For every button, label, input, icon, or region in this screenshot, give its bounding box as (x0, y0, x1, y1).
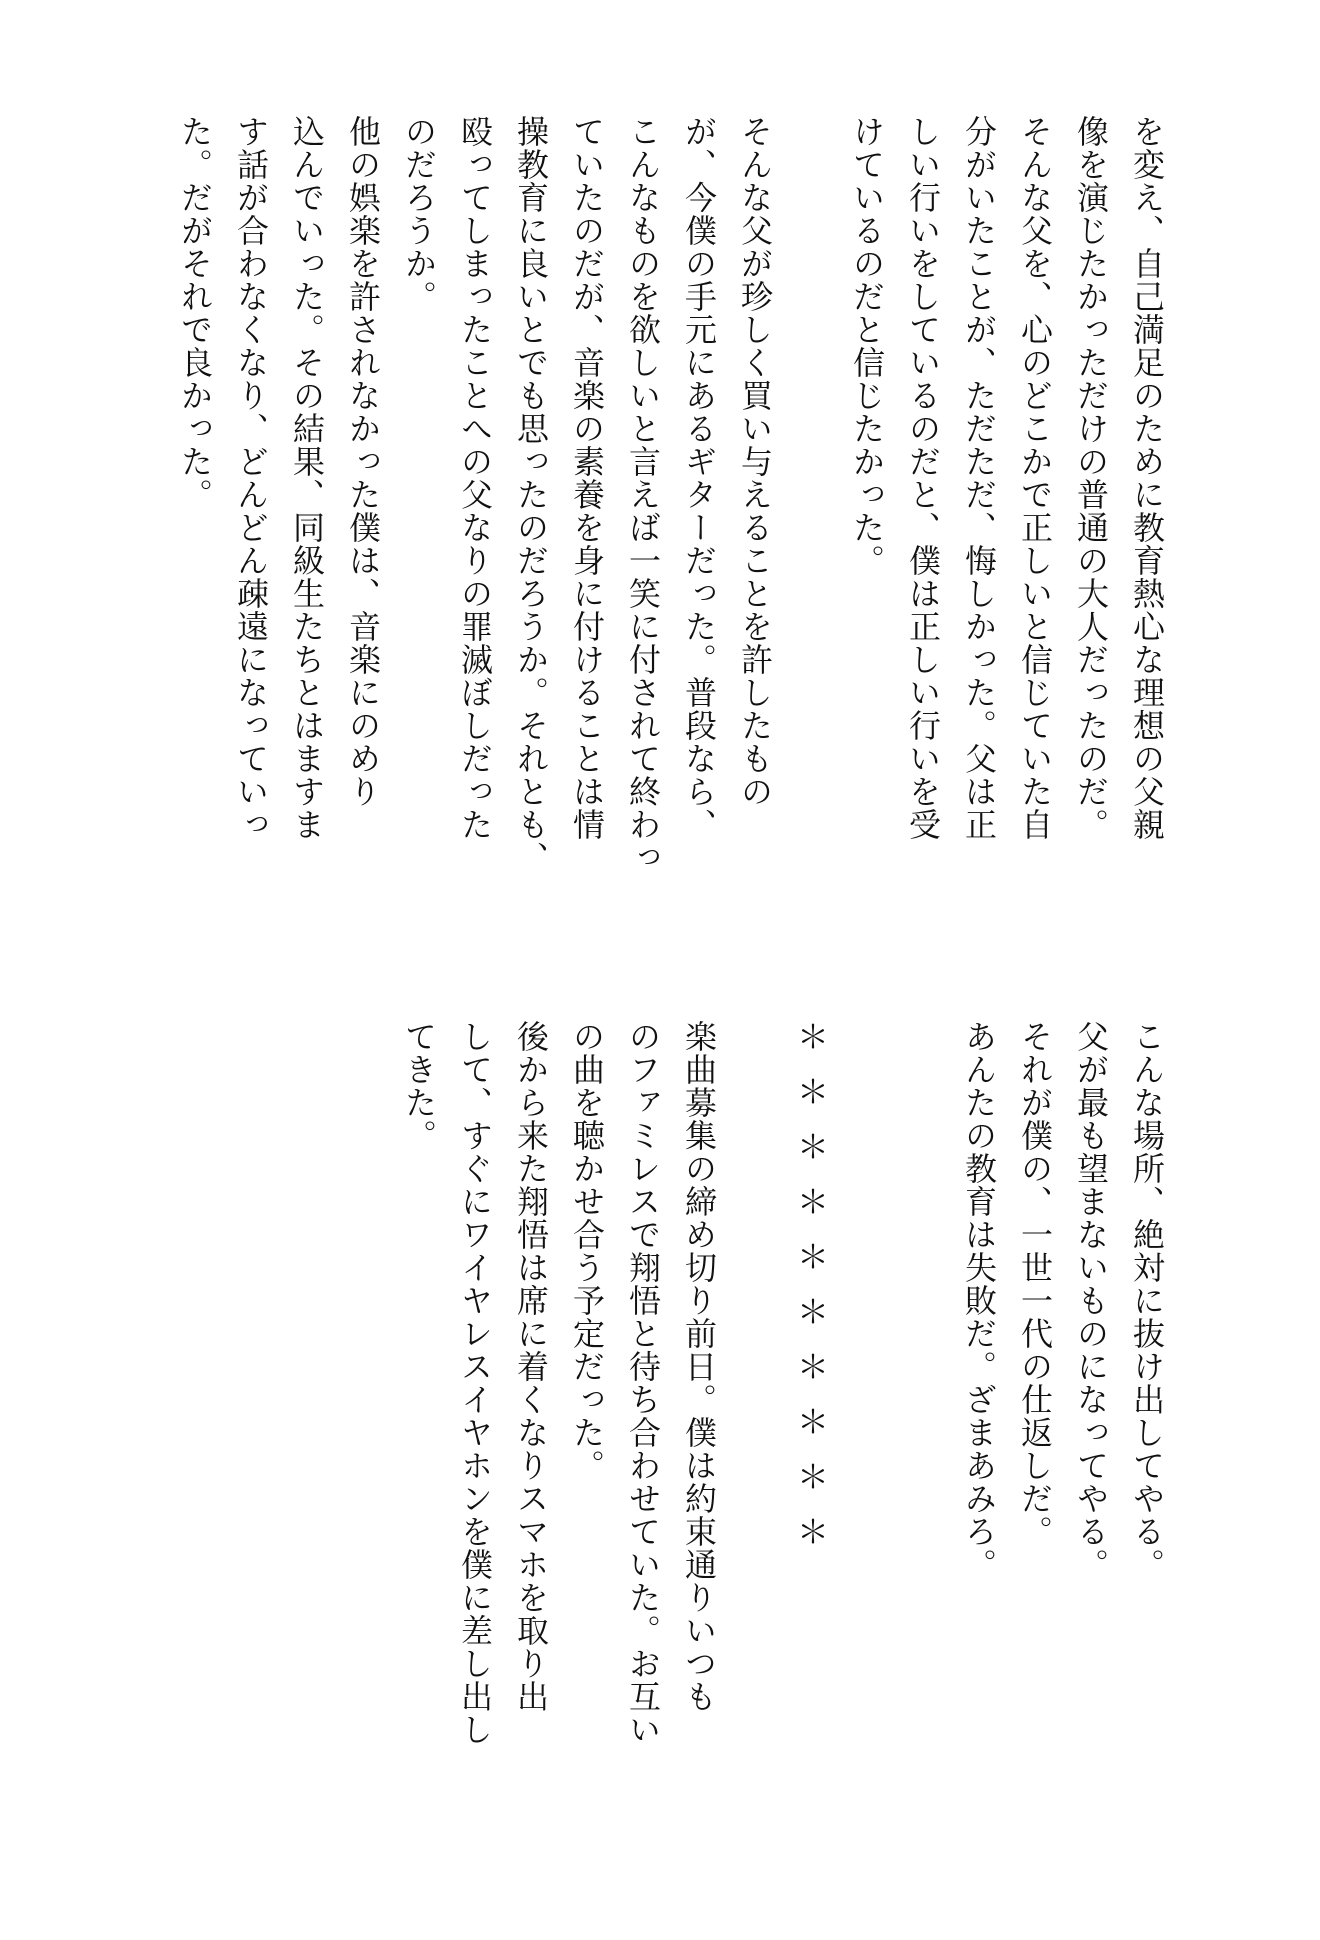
blank-line (895, 1020, 951, 1900)
text-line: そんな父が珍しく買い与えることを許したもの (736, 115, 774, 808)
text-line: して、すぐにワイヤレスイヤホンを僕に差し出し (456, 1020, 494, 1746)
blank-line (839, 1020, 895, 1900)
upper-text-block (167, 115, 1175, 975)
text-line: のファミレスで翔悟と待ち合わせていた。お互い (624, 1020, 662, 1746)
text-line: が、今僕の手元にあるギターだった。普段なら、 (680, 115, 718, 841)
blank-line (783, 115, 839, 975)
text-line: こんなものを欲しいと言えば一笑に付されて終わっ (624, 115, 662, 874)
text-line: 父が最も望まないものになってやる。 (1072, 1020, 1110, 1581)
text-line: す話が合わなくなり、どんどん疎遠になっていっ (232, 115, 270, 841)
blank-line (727, 1020, 783, 1900)
text-line: を変え、自己満足のために教育熱心な理想の父親 (1128, 115, 1166, 841)
text-line: 後から来た翔悟は席に着くなりスマホを取り出 (512, 1020, 550, 1713)
text-line: あんたの教育は失敗だ。ざまあみろ。 (960, 1020, 998, 1581)
text-line: 殴ってしまったことへの父なりの罪滅ぼしだった (456, 115, 494, 841)
text-line: 他の娯楽を許されなかった僕は、音楽にのめり (344, 115, 382, 808)
text-line: 込んでいった。その結果、同級生たちとはますま (288, 115, 326, 841)
text-line: のだろうか。 (400, 115, 438, 313)
text-line: こんな場所、絶対に抜け出してやる。 (1128, 1020, 1166, 1581)
text-line: そんな父を、心のどこかで正しいと信じていた自 (1016, 115, 1054, 841)
scene-break-asterisks: ＊＊＊＊＊＊＊＊＊＊ (792, 1020, 830, 1570)
text-line: た。だがそれで良かった。 (176, 115, 214, 511)
text-line: 分がいたことが、ただただ、悔しかった。父は正 (960, 115, 998, 841)
text-line: けているのだと信じたかった。 (848, 115, 886, 577)
text-line: それが僕の、一世一代の仕返しだ。 (1016, 1020, 1054, 1548)
text-line: 操教育に良いとでも思ったのだろうか。それとも、 (512, 115, 550, 874)
text-line: ていたのだが、音楽の素養を身に付けることは情 (568, 115, 606, 841)
text-line: しい行いをしているのだと、僕は正しい行いを受 (904, 115, 942, 841)
text-line: 楽曲募集の締め切り前日。僕は約束通りいつも (680, 1020, 718, 1713)
lower-text-block (391, 1020, 1175, 1900)
text-line: てきた。 (400, 1020, 438, 1152)
text-line: 像を演じたかっただけの普通の大人だったのだ。 (1072, 115, 1110, 841)
text-line: の曲を聴かせ合う予定だった。 (568, 1020, 606, 1482)
